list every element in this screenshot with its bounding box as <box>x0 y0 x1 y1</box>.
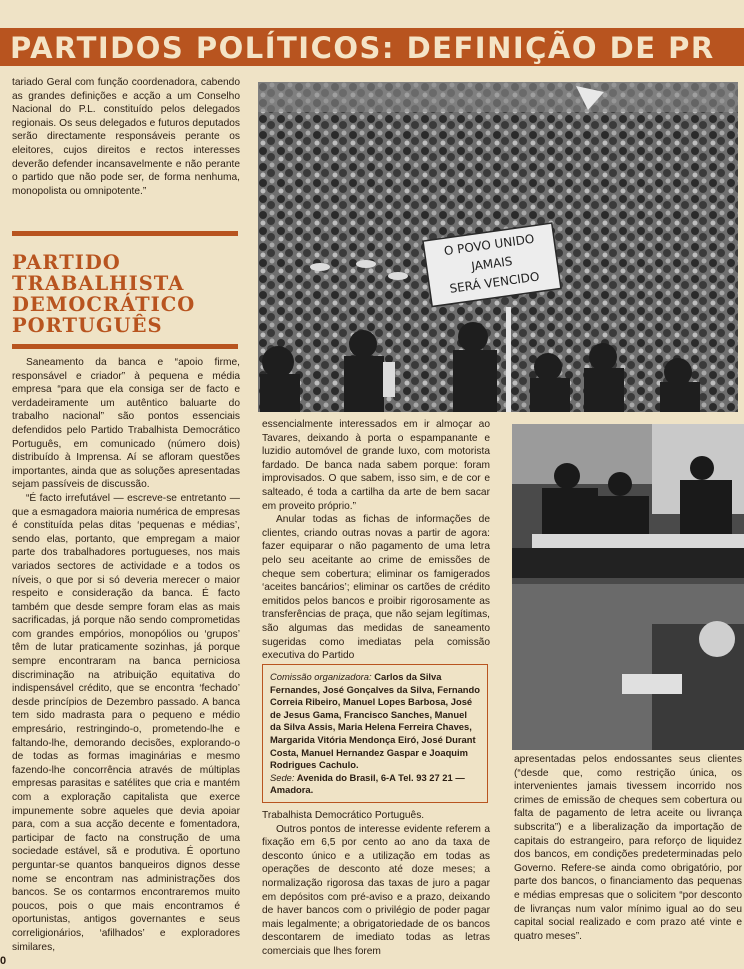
sign-line-1: O POVO UNIDO <box>443 231 536 259</box>
title-band <box>0 28 744 66</box>
paragraph: essencialmente interessados em ir almoçar ao Tavares, deixando à porta o espampanante e luzidio automóvel de grande luxo, com motorista fardado. De banca nada sabem porque: foram improvisados. O que sabem, isso sim, e de cor e salteado, é toda a cartilha da arte de bem sacar em proveito próprio.” <box>262 419 490 512</box>
paragraph: tariado Geral com função coordenadora, cabendo as grandes definições e acção a um Conselho Nacional do P.L. constituído pelos delegados regionais. Os seus delegados e futuros deputados serão directamente responsáveis perante os eleitores, cujos direitos e rectos interesses deverão defender incansavelmente e não perante o partido que não pode ser, de forma nenhuma, monopolista ou omnipotente.” <box>12 77 240 197</box>
paragraph: Trabalhista Democrático Português. <box>262 810 425 821</box>
sede-address: Avenida do Brasil, 6-A Tel. 93 27 21 — Amadora. <box>270 771 465 796</box>
column-3-bottom <box>514 753 742 943</box>
organizing-committee-box <box>262 664 488 803</box>
sign-line-2: JAMAIS <box>470 253 514 274</box>
column-1-top <box>12 76 240 198</box>
page-number: 0 <box>0 955 7 967</box>
page-title: PARTIDOS POLÍTICOS: DEFINIÇÃO DE PR <box>10 31 715 65</box>
paragraph: Saneamento da banca e “apoio firme, responsável e criador” à pequena e média empresa “para que ela consiga ser de facto e verdadeiramente um autêntico baluarte do trabalho nacional” são pontos essenciais defendidos pelo Partido Trabalhista Democrático Português, em comunicado (número dois) distribuído à Imprensa. Aí se afloram questões importantes, ainda que as soluções apresentadas sejam passíveis de discussão. <box>12 357 240 491</box>
paragraph: Anular todas as fichas de informações de clientes, criando outras novas a partir de agora: fazer equiparar o não pagamento de uma letra pelo seu aceitante ao crime de emissões de cheque sem cobertura; eliminar os famigerados ‘aceites bancários’; eliminar os cartões de crédito emitidos pelos bancos e proibir rigorosamente as transferências de praça, que não sejam legítimas, são algumas das medidas de saneamento sugeridas como imediatas pela comissão executiva do Partido <box>262 514 490 662</box>
paragraph: “É facto irrefutável — escreve-se entretanto — que a esmagadora maioria numérica de empresas é constituída pelas ditas ‘pequenas e médias’, sendo elas, portanto, que empregam a maior parte dos trabalhadores portugueses, nos mais variados sectores de actividade e a todos os níveis, o que por si só deveria merecer o maior respeito e consideração da banca. É facto também que desde sempre foram elas as mais sacrificadas, já porque não sendo comprometidas com grandes empórios, monopólios ou ‘grupos’ têm de lutar praticamente sozinhas, já porque sempre encontraram na banca perniciosa discriminação na atribuição equitativa do indispensável crédito, que se encontra ‘fechado’ desde princípios de Dezembro passado. A banca tem sido madrasta para o pequeno e médio empresário, restringindo-o, prometendo-lhe e faltando-lhe, demorando decisões, explorando-o de todas as formas imaginárias e mesmo fazendo-lhe concorrência através de múltiplas empresas parasitas e satélites que cria e mantém com a exploração capitalista que exerce impunemente sobre aqueles que devia apoiar para, com a sua acção decente e fomentadora, participar de facto na construção de uma sociedade estável, sã e produtiva. É oportuno perguntar-se quantos banqueiros dignos desse nome se encontram nas administrações dos bancos. Se os contarmos encontraremos muito poucos, pois o que mais encontramos é oportunistas, antigos governantes e seus correligionários, ‘afilhados’ e exploradores similares, <box>12 492 240 953</box>
paragraph: Outros pontos de interesse evidente referem a fixação em 6,5 por cento ao ano da taxa de desconto único e a utilização em todas as operações de desconto até doze meses; a normalização rigorosa das taxas de juro a pagar em depósitos com pré-aviso e a prazo, deixando de haver bancos com o privilégio de poder pagar mais legalmente; a obrigatoriedade de os bancos descontarem de imediato todas as letras comerciais que lhes forem <box>262 823 490 957</box>
column-2-top <box>262 418 490 663</box>
box-label-sede: Sede: <box>270 771 295 783</box>
paragraph: apresentadas pelos endossantes seus clientes (“desde que, como restrição única, os intervenientes jamais tivessem incorrido nos crimes de emissão de cheques sem cobertura ou falta de pagamento de letra aceite ou livrança subscrita”) e a liberalização da importação de capitais do estrangeiro, para reforço de liquidez dos bancos, em condições predeterminadas pelo Governo. Refere-se ainda como obrigatório, por parte dos bancos, o financiamento das pequenas e médias empresas que o solicitem “por desconto de livranças num valor mínimo igual ao do seu capital social realizado e com prazo até vinte e quatro meses”. <box>514 754 742 942</box>
meeting-photo <box>512 424 744 750</box>
column-2-bottom <box>262 809 490 959</box>
box-label-committee: Comissão organizadora: <box>270 671 372 682</box>
heading-rule-bottom <box>12 344 238 349</box>
column-1-body <box>12 356 240 954</box>
crowd-photo <box>258 82 738 412</box>
section-heading: PARTIDO TRABALHISTA DEMOCRÁTICO PORTUGUÊS <box>12 251 196 337</box>
committee-members: Carlos da Silva Fernandes, José Gonçalves da Silva, Fernando Correia Ribeiro, Manuel Lopes Barbosa, José de Jesus Gama, Francisco Sanches, Manuel da Silva Assis, Maria Helena Ferreira Chaves, Margarida Vitória Mendonça Eiró, José Durant Costa, Manuel Hernandez Gaspar e Joaquim Rodrigues Cachulo. <box>270 671 480 771</box>
sign-line-3: SERÁ VENCIDO <box>448 269 541 296</box>
heading-rule-top <box>12 231 238 236</box>
